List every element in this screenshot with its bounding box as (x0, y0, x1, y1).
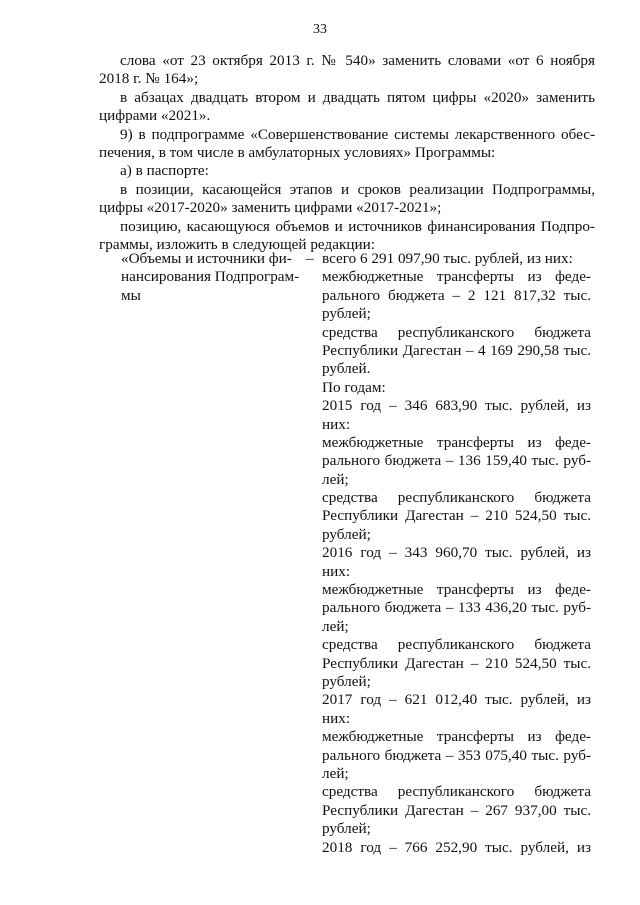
financing-detail-line: Республики Дагестан – 210 524,50 тыс. (322, 507, 591, 525)
body-text (99, 52, 595, 254)
financing-detail-line: Республики Дагестан – 267 937,00 тыс. (322, 801, 591, 819)
financing-detail-line: рального бюджета – 353 075,40 тыс. руб- (322, 746, 591, 764)
body-line: цифры «2017-2020» заменить цифрами «2017-2021»; (99, 199, 442, 217)
body-line: 2018 г. № 164»; (99, 70, 199, 88)
body-line: в абзацах двадцать втором и двадцать пятом цифры «2020» заменить (120, 88, 595, 106)
financing-detail-line: Республики Дагестан – 4 169 290,58 тыс. (322, 341, 591, 359)
financing-detail-line: лей; (322, 617, 349, 635)
financing-detail-line: межбюджетные трансферты из феде- (322, 268, 591, 286)
financing-detail-line: средства республиканского бюджета (322, 783, 591, 801)
financing-detail-line: Республики Дагестан – 210 524,50 тыс. (322, 654, 591, 672)
financing-detail-line: 2015 год – 346 683,90 тыс. рублей, из (322, 397, 591, 415)
financing-detail-line: них: (322, 562, 351, 580)
body-line: а) в паспорте: (120, 162, 209, 180)
financing-details (322, 250, 591, 857)
body-line: в позиции, касающейся этапов и сроков реализации Подпрограммы, (120, 180, 595, 198)
financing-detail-line: 2017 год – 621 012,40 тыс. рублей, из (322, 691, 591, 709)
financing-detail-line: средства республиканского бюджета (322, 489, 591, 507)
financing-detail-line: рального бюджета – 133 436,20 тыс. руб- (322, 599, 591, 617)
body-line: цифрами «2021». (99, 107, 211, 125)
financing-detail-line: средства республиканского бюджета (322, 323, 591, 341)
body-line: 9) в подпрограмме «Совершенствование системы лекарственного обес- (120, 125, 595, 143)
financing-detail-line: По годам: (322, 378, 386, 396)
financing-detail-line: рублей; (322, 305, 371, 323)
body-line: позицию, касающуюся объемов и источников финансирования Подпро- (120, 217, 595, 235)
financing-detail-line: лей; (322, 470, 349, 488)
financing-detail-line: них: (322, 415, 351, 433)
financing-detail-line: них: (322, 709, 351, 727)
financing-detail-line: рублей; (322, 820, 371, 838)
financing-detail-line: всего 6 291 097,90 тыс. рублей, из них: (322, 250, 573, 267)
financing-label (121, 250, 311, 305)
financing-detail-line: 2016 год – 343 960,70 тыс. рублей, из (322, 544, 591, 562)
body-line: печения, в том числе в амбулаторных условиях» Программы: (99, 143, 496, 161)
financing-detail-line: рублей; (322, 672, 371, 690)
financing-detail-line: межбюджетные трансферты из феде- (322, 433, 591, 451)
financing-detail-line: рублей. (322, 360, 371, 378)
financing-detail-line: средства республиканского бюджета (322, 636, 591, 654)
financing-label-line: нансирования Подпрограм- (121, 268, 300, 286)
financing-label-line: мы (121, 286, 141, 304)
financing-detail-line: лей; (322, 764, 349, 782)
financing-detail-line: рублей; (322, 525, 371, 543)
body-line: слова «от 23 октября 2013 г. № 540» заменить словами «от 6 ноября (120, 52, 595, 69)
financing-detail-line: рального бюджета – 136 159,40 тыс. руб- (322, 452, 591, 470)
financing-detail-line: межбюджетные трансферты из феде- (322, 728, 591, 746)
financing-detail-line: межбюджетные трансферты из феде- (322, 581, 591, 599)
page-number: 33 (313, 22, 327, 37)
financing-label-line: «Объемы и источники фи- (121, 250, 292, 267)
financing-detail-line: 2018 год – 766 252,90 тыс. рублей, из (322, 838, 591, 856)
financing-dash: – (306, 250, 314, 267)
body-line: граммы, изложить в следующей редакции: (99, 235, 375, 253)
financing-detail-line: рального бюджета – 2 121 817,32 тыс. (322, 286, 591, 304)
